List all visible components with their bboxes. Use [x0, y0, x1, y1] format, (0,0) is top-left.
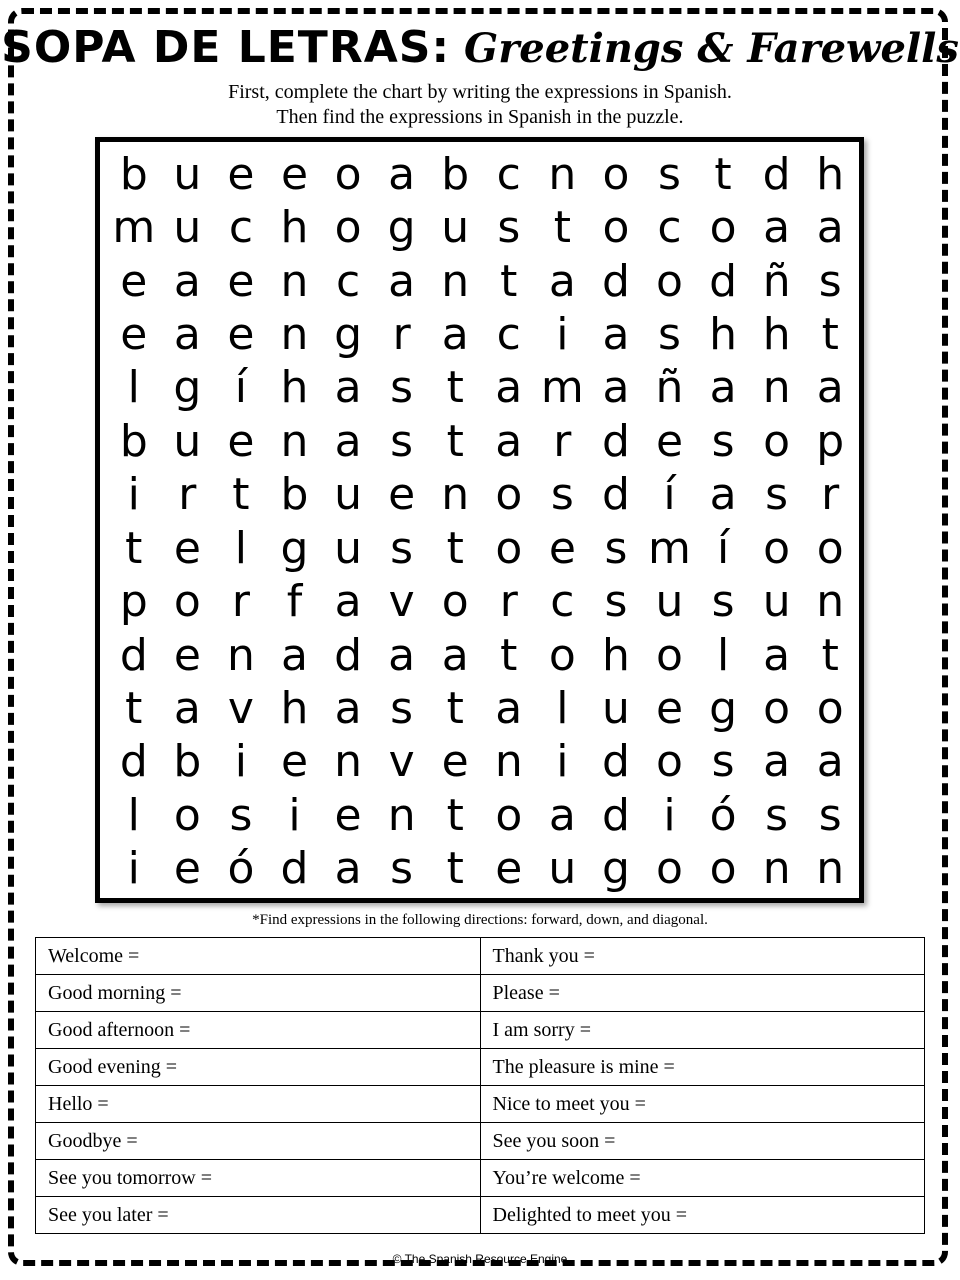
puzzle-letter[interactable]: ó — [227, 843, 255, 895]
puzzle-letter[interactable]: h — [709, 308, 737, 360]
puzzle-letter[interactable]: s — [765, 469, 789, 521]
puzzle-letter[interactable]: n — [494, 736, 523, 788]
puzzle-letter[interactable]: s — [818, 789, 842, 841]
instructions-line-2: Then find the expressions in Spanish in the puzzle. — [276, 106, 684, 128]
puzzle-letter[interactable]: l — [127, 789, 140, 841]
puzzle-letter[interactable]: d — [762, 148, 791, 200]
puzzle-letter[interactable]: i — [556, 736, 569, 788]
puzzle-letter[interactable]: n — [441, 469, 470, 521]
puzzle-letter[interactable]: s — [604, 522, 628, 574]
puzzle-letter[interactable]: e — [441, 736, 469, 788]
puzzle-letter[interactable]: a — [334, 843, 362, 895]
puzzle-letter[interactable]: m — [540, 362, 584, 414]
puzzle-letter[interactable]: u — [441, 202, 470, 254]
puzzle-letter[interactable]: g — [334, 308, 363, 360]
puzzle-letter[interactable]: a — [173, 682, 201, 734]
puzzle-letter[interactable]: b — [280, 469, 309, 521]
chart-row — [36, 1049, 925, 1086]
puzzle-letter[interactable]: s — [711, 576, 735, 628]
puzzle-letter[interactable]: t — [446, 682, 464, 734]
puzzle-letter[interactable]: í — [663, 469, 676, 521]
puzzle-letter[interactable]: s — [550, 469, 574, 521]
chart-cell-right[interactable]: I am sorry = — [480, 1012, 925, 1049]
puzzle-letter[interactable]: o — [656, 629, 683, 681]
puzzle-letter[interactable]: a — [334, 682, 362, 734]
puzzle-letter[interactable]: u — [601, 682, 630, 734]
puzzle-letter[interactable]: h — [280, 202, 309, 254]
puzzle-letter[interactable]: s — [390, 522, 414, 574]
worksheet-title — [0, 20, 960, 77]
puzzle-letter[interactable]: u — [173, 415, 202, 467]
puzzle-letter[interactable]: a — [495, 682, 523, 734]
puzzle-letter[interactable]: s — [818, 255, 842, 307]
puzzle-letter[interactable]: u — [173, 148, 202, 200]
puzzle-letter[interactable]: n — [441, 255, 470, 307]
chart-row — [36, 975, 925, 1012]
instructions-line-1: First, complete the chart by writing the expressions in Spanish. — [228, 81, 732, 103]
puzzle-letter[interactable]: a — [388, 255, 416, 307]
puzzle-letter[interactable]: c — [657, 202, 682, 254]
puzzle-letter[interactable]: d — [280, 843, 309, 895]
puzzle-letter[interactable]: n — [280, 308, 309, 360]
puzzle-letter[interactable]: o — [495, 789, 523, 841]
puzzle-letter[interactable]: e — [280, 736, 309, 788]
word-search-frame — [95, 137, 864, 903]
puzzle-letter[interactable]: p — [119, 576, 148, 628]
puzzle-letter[interactable]: t — [232, 469, 250, 521]
puzzle-letter[interactable]: n — [548, 148, 577, 200]
puzzle-letter[interactable]: i — [556, 308, 569, 360]
puzzle-letter[interactable]: c — [335, 255, 361, 307]
puzzle-letter[interactable]: c — [496, 308, 521, 360]
puzzle-letter[interactable]: d — [119, 629, 148, 681]
puzzle-letter[interactable]: t — [553, 202, 571, 254]
chart-cell-right[interactable]: Nice to meet you = — [480, 1086, 925, 1123]
puzzle-letter[interactable]: n — [226, 629, 255, 681]
puzzle-letter[interactable]: i — [288, 789, 301, 841]
puzzle-letter[interactable]: o — [495, 522, 523, 574]
chart-cell-right[interactable]: Delighted to meet you = — [480, 1197, 925, 1234]
puzzle-letter[interactable]: u — [334, 469, 362, 521]
puzzle-letter[interactable]: d — [334, 629, 363, 681]
title-topic: Greetings & Farewells — [464, 25, 959, 72]
puzzle-letter[interactable]: t — [446, 789, 464, 841]
puzzle-letter[interactable]: b — [119, 415, 148, 467]
puzzle-letter[interactable]: h — [762, 308, 791, 360]
puzzle-letter[interactable]: c — [496, 148, 521, 200]
puzzle-letter[interactable]: o — [334, 148, 362, 200]
puzzle-letter[interactable]: i — [127, 469, 140, 521]
puzzle-letter[interactable]: o — [441, 576, 469, 628]
puzzle-letter[interactable]: a — [388, 629, 416, 681]
puzzle-letter[interactable]: e — [120, 308, 148, 360]
puzzle-letter[interactable]: t — [714, 148, 732, 200]
puzzle-letter[interactable]: e — [173, 843, 201, 895]
chart-row — [36, 938, 925, 975]
puzzle-letter[interactable]: i — [234, 736, 248, 788]
puzzle-letter[interactable]: t — [821, 629, 839, 681]
puzzle-letter[interactable]: o — [173, 789, 201, 841]
puzzle-letter[interactable]: p — [816, 415, 845, 467]
puzzle-letter[interactable]: s — [390, 415, 414, 467]
puzzle-letter[interactable]: g — [280, 522, 309, 574]
puzzle-letter[interactable]: r — [821, 469, 840, 521]
puzzle-letter[interactable]: o — [548, 629, 576, 681]
puzzle-letter[interactable]: m — [112, 202, 156, 254]
puzzle-letter[interactable]: t — [125, 682, 143, 734]
puzzle-letter[interactable]: u — [762, 576, 791, 628]
puzzle-letter[interactable]: t — [500, 629, 518, 681]
answer-chart — [35, 937, 925, 1234]
puzzle-letter[interactable]: a — [709, 469, 737, 521]
chart-cell-right[interactable]: Thank you = — [480, 938, 925, 975]
puzzle-letter[interactable]: b — [441, 148, 470, 200]
puzzle-letter[interactable]: b — [119, 148, 148, 200]
puzzle-letter[interactable]: i — [127, 843, 140, 895]
puzzle-letter[interactable]: e — [388, 469, 416, 521]
puzzle-letter[interactable]: d — [601, 469, 630, 521]
puzzle-letter[interactable]: e — [173, 522, 201, 574]
puzzle-letter[interactable]: g — [387, 202, 416, 254]
puzzle-letter[interactable]: n — [816, 843, 845, 895]
puzzle-letter[interactable]: d — [709, 255, 738, 307]
copyright-footer: © The Spanish Resource Engine — [392, 1252, 568, 1266]
puzzle-letter[interactable]: a — [495, 362, 523, 414]
puzzle-letter[interactable]: a — [548, 255, 576, 307]
puzzle-letter[interactable]: s — [765, 789, 789, 841]
directions-note: *Find expressions in the following directions: forward, down, and diagonal. — [252, 912, 708, 928]
chart-cell-left[interactable]: Good morning = — [36, 975, 481, 1012]
puzzle-letter[interactable]: s — [390, 843, 414, 895]
puzzle-letter[interactable]: o — [602, 148, 630, 200]
puzzle-letter[interactable]: a — [709, 362, 737, 414]
puzzle-letter[interactable]: ñ — [655, 362, 684, 414]
instructions — [0, 80, 960, 130]
chart-cell-left[interactable]: Good evening = — [36, 1049, 481, 1086]
puzzle-letter[interactable]: n — [334, 736, 362, 788]
chart-cell-right[interactable]: You’re welcome = — [480, 1160, 925, 1197]
puzzle-letter[interactable]: s — [229, 789, 253, 841]
puzzle-letter[interactable]: a — [763, 629, 791, 681]
puzzle-letter[interactable]: o — [656, 843, 683, 895]
puzzle-letter[interactable]: l — [716, 629, 730, 681]
puzzle-letter[interactable]: a — [548, 789, 576, 841]
puzzle-letter[interactable]: s — [390, 682, 414, 734]
puzzle-letter[interactable]: o — [656, 255, 683, 307]
puzzle-letter[interactable]: h — [280, 682, 309, 734]
puzzle-letter[interactable]: s — [497, 202, 521, 254]
puzzle-letter[interactable]: u — [548, 843, 577, 895]
puzzle-letter[interactable]: e — [655, 415, 684, 467]
puzzle-letter[interactable]: o — [602, 202, 630, 254]
chart-cell-left[interactable]: See you tomorrow = — [36, 1160, 481, 1197]
chart-cell-right[interactable]: The pleasure is mine = — [480, 1049, 925, 1086]
puzzle-letter[interactable]: o — [495, 469, 523, 521]
puzzle-letter[interactable]: u — [173, 202, 202, 254]
puzzle-letter[interactable]: a — [334, 362, 362, 414]
puzzle-letter[interactable]: a — [334, 576, 362, 628]
puzzle-letter[interactable]: a — [602, 308, 630, 360]
chart-cell-left[interactable]: Welcome = — [36, 938, 481, 975]
puzzle-letter[interactable]: e — [227, 415, 255, 467]
chart-row — [36, 1197, 925, 1234]
puzzle-letter[interactable]: l — [127, 362, 140, 414]
puzzle-letter[interactable]: h — [816, 148, 845, 200]
puzzle-letter[interactable]: d — [601, 736, 630, 788]
puzzle-letter[interactable]: s — [711, 736, 735, 788]
puzzle-letter[interactable]: t — [500, 255, 518, 307]
puzzle-letter[interactable]: a — [173, 255, 201, 307]
puzzle-letter[interactable]: s — [658, 308, 681, 360]
puzzle-letter[interactable]: e — [227, 148, 255, 200]
puzzle-letter[interactable]: t — [821, 308, 839, 360]
puzzle-letter[interactable]: a — [281, 629, 308, 681]
puzzle-letter[interactable]: s — [390, 362, 414, 414]
puzzle-letter[interactable]: t — [446, 522, 464, 574]
chart-cell-right[interactable]: See you soon = — [480, 1123, 925, 1160]
puzzle-letter[interactable]: l — [556, 682, 569, 734]
puzzle-letter[interactable]: a — [173, 308, 201, 360]
puzzle-letter[interactable]: a — [441, 629, 469, 681]
puzzle-letter[interactable]: d — [601, 255, 630, 307]
puzzle-letter[interactable]: g — [173, 362, 202, 414]
puzzle-letter[interactable]: i — [663, 789, 676, 841]
chart-row — [36, 1086, 925, 1123]
puzzle-letter[interactable]: c — [550, 576, 575, 628]
puzzle-letter[interactable]: n — [280, 255, 309, 307]
puzzle-letter[interactable]: m — [648, 522, 691, 574]
puzzle-letter[interactable]: u — [334, 522, 362, 574]
puzzle-letter[interactable]: o — [334, 202, 362, 254]
puzzle-letter[interactable]: u — [655, 576, 684, 628]
puzzle-letter[interactable]: v — [227, 682, 254, 734]
puzzle-letter[interactable]: a — [441, 308, 469, 360]
puzzle-letter[interactable]: n — [280, 415, 309, 467]
puzzle-letter[interactable]: e — [227, 255, 255, 307]
puzzle-letter[interactable]: a — [763, 202, 791, 254]
puzzle-letter[interactable]: d — [601, 415, 630, 467]
puzzle-letter[interactable]: t — [446, 362, 464, 414]
puzzle-letter[interactable]: o — [816, 682, 844, 734]
puzzle-letter[interactable]: a — [388, 148, 416, 200]
puzzle-letter[interactable]: v — [388, 736, 415, 788]
word-search-grid — [107, 148, 857, 896]
puzzle-letter[interactable]: r — [178, 469, 197, 521]
puzzle-letter[interactable]: r — [553, 415, 572, 467]
puzzle-letter[interactable]: n — [387, 789, 416, 841]
puzzle-letter[interactable]: o — [173, 576, 201, 628]
puzzle-letter[interactable]: d — [119, 736, 148, 788]
puzzle-letter[interactable]: a — [495, 415, 523, 467]
puzzle-letter[interactable]: o — [763, 682, 791, 734]
puzzle-letter[interactable]: s — [658, 148, 681, 200]
chart-row — [36, 1160, 925, 1197]
puzzle-letter[interactable]: h — [280, 362, 309, 414]
puzzle-letter[interactable]: r — [392, 308, 411, 360]
puzzle-letter[interactable]: í — [234, 362, 248, 414]
puzzle-letter[interactable]: r — [231, 576, 250, 628]
title-main: SOPA DE LETRAS: — [1, 22, 451, 73]
puzzle-letter[interactable]: s — [604, 576, 628, 628]
puzzle-letter[interactable]: t — [446, 843, 464, 895]
puzzle-letter[interactable]: e — [227, 308, 255, 360]
chart-row — [36, 1012, 925, 1049]
puzzle-letter[interactable]: o — [709, 202, 737, 254]
puzzle-letter[interactable]: a — [816, 736, 844, 788]
puzzle-letter[interactable]: ñ — [762, 255, 791, 307]
puzzle-letter[interactable]: c — [228, 202, 254, 254]
puzzle-letter[interactable]: d — [601, 789, 630, 841]
puzzle-letter[interactable]: e — [120, 255, 148, 307]
puzzle-letter[interactable]: t — [446, 415, 464, 467]
puzzle-letter[interactable]: o — [656, 736, 683, 788]
puzzle-letter[interactable]: o — [763, 415, 791, 467]
puzzle-letter[interactable]: e — [495, 843, 523, 895]
puzzle-letter[interactable]: o — [763, 522, 791, 574]
puzzle-letter[interactable]: r — [499, 576, 518, 628]
puzzle-letter[interactable]: e — [173, 629, 201, 681]
chart-cell-right[interactable]: Please = — [480, 975, 925, 1012]
puzzle-letter[interactable]: e — [548, 522, 576, 574]
puzzle-letter[interactable]: a — [763, 736, 791, 788]
puzzle-letter[interactable]: g — [601, 843, 630, 895]
puzzle-letter[interactable]: a — [816, 362, 844, 414]
puzzle-letter[interactable]: n — [762, 843, 791, 895]
puzzle-letter[interactable]: n — [762, 362, 791, 414]
puzzle-letter[interactable]: í — [716, 522, 730, 574]
chart-cell-left[interactable]: Hello = — [36, 1086, 481, 1123]
puzzle-letter[interactable]: a — [816, 202, 844, 254]
puzzle-letter[interactable]: o — [816, 522, 844, 574]
chart-row — [36, 1123, 925, 1160]
puzzle-letter[interactable]: ó — [709, 789, 737, 841]
puzzle-letter[interactable]: a — [602, 362, 630, 414]
puzzle-letter[interactable]: v — [388, 576, 415, 628]
puzzle-letter[interactable]: g — [709, 682, 738, 734]
puzzle-letter[interactable]: n — [816, 576, 845, 628]
puzzle-letter[interactable]: h — [601, 629, 630, 681]
puzzle-letter[interactable]: f — [286, 576, 303, 628]
puzzle-letter[interactable]: o — [709, 843, 737, 895]
puzzle-letter[interactable]: l — [234, 522, 248, 574]
puzzle-letter[interactable]: s — [711, 415, 735, 467]
puzzle-letter[interactable]: e — [655, 682, 684, 734]
puzzle-letter[interactable]: b — [173, 736, 202, 788]
chart-cell-left[interactable]: Good afternoon = — [36, 1012, 481, 1049]
puzzle-letter[interactable]: e — [280, 148, 309, 200]
puzzle-letter[interactable]: t — [125, 522, 143, 574]
puzzle-letter[interactable]: a — [334, 415, 362, 467]
puzzle-letter[interactable]: e — [334, 789, 362, 841]
chart-cell-left[interactable]: Goodbye = — [36, 1123, 481, 1160]
chart-cell-left[interactable]: See you later = — [36, 1197, 481, 1234]
